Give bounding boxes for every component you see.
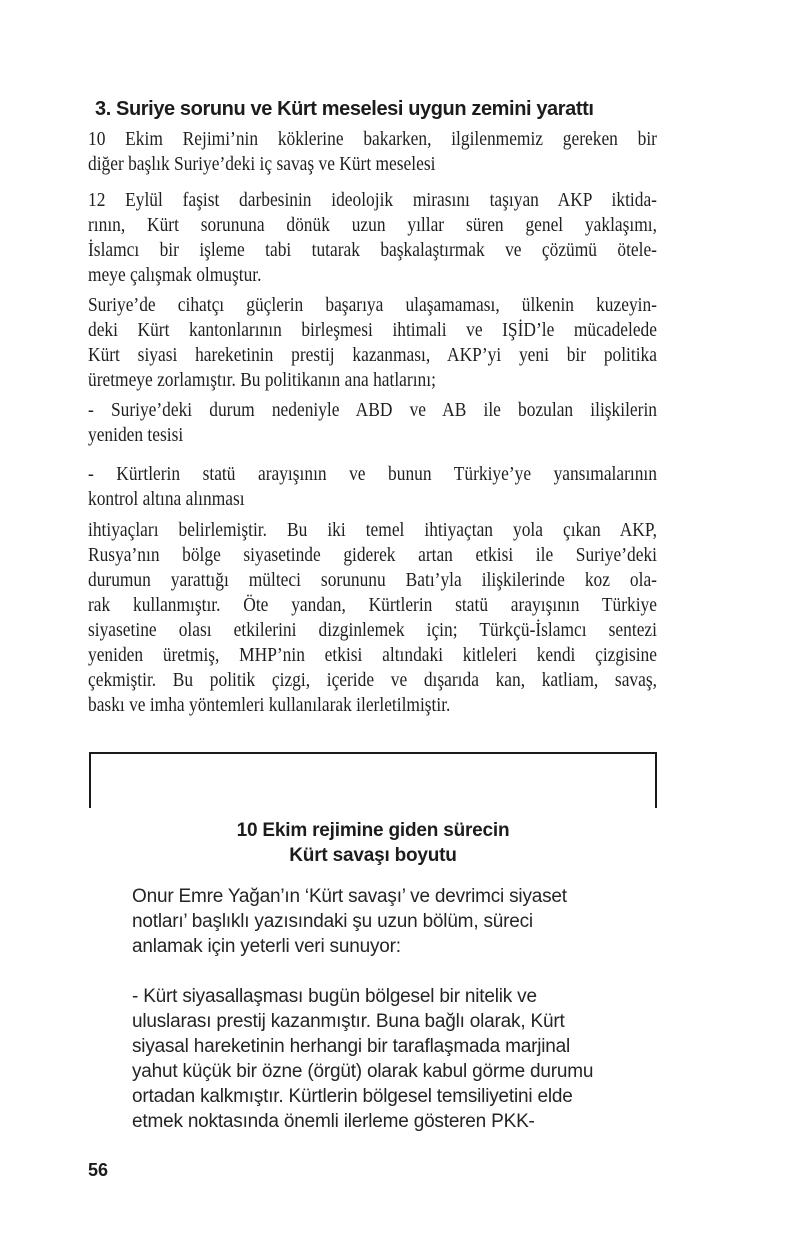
- quote-box-heading: [89, 818, 657, 868]
- quote-box-paragraph: [132, 984, 657, 1134]
- text-line: yahut küçük bir özne (örgüt) olarak kabul görme durumu: [132, 1061, 594, 1082]
- section-heading: 3. Suriye sorunu ve Kürt meselesi uygun zemini yarattı: [95, 98, 594, 120]
- text-line: diğer başlık Suriye’deki iç savaş ve Kürt meselesi: [88, 153, 436, 175]
- text-line: rının, Kürt sorununa dönük uzun yıllar süren genel yaklaşımı,: [88, 214, 657, 236]
- text-line: anlamak için yeterli veri sunuyor:: [132, 936, 401, 957]
- quote-box-paragraph: [132, 884, 657, 959]
- text-line: üretmeye zorlamıştır. Bu politikanın ana hatlarını;: [88, 369, 436, 391]
- text-line: uluslarası prestij kazanmıştır. Buna bağlı olarak, Kürt: [132, 1011, 565, 1032]
- text-line: Rusya’nın bölge siyasetinde giderek artan etkisi ile Suriye’deki: [88, 544, 657, 566]
- text-line: ihtiyaçları belirlemiştir. Bu iki temel ihtiyaçtan yola çıkan AKP,: [88, 519, 657, 541]
- text-line: 10 Ekim rejimine giden sürecin: [236, 820, 510, 841]
- text-line: yeniden tesisi: [88, 424, 184, 446]
- text-line: Kürt savaşı boyutu: [289, 845, 457, 866]
- text-line: etmek noktasında önemli ilerleme gösteren PKK-: [132, 1111, 535, 1132]
- text-line: Onur Emre Yağan’ın ‘Kürt savaşı’ ve devrimci siyaset: [132, 886, 567, 907]
- text-line: siyasetine olası etkilerini dizginlemek için; Türkçü-İslamcı sentezi: [88, 619, 657, 641]
- text-line: İslamcı bir işleme tabi tutarak başkalaştırmak ve çözümü ötele-: [88, 239, 657, 261]
- quote-box-frame: [89, 752, 657, 808]
- text-line: çekmiştir. Bu politik çizgi, içeride ve dışarıda kan, katliam, savaş,: [88, 669, 657, 691]
- text-line: Suriye’de cihatçı güçlerin başarıya ulaşamaması, ülkenin kuzeyin-: [88, 294, 657, 316]
- bullet-paragraph: [88, 462, 657, 512]
- paragraph: [88, 127, 657, 177]
- text-line: - Kürt siyasallaşması bugün bölgesel bir nitelik ve: [132, 986, 537, 1007]
- text-line: Kürt siyasi hareketinin prestij kazanması, AKP’yi yeni bir politika: [88, 344, 657, 366]
- text-line: deki Kürt kantonlarının birleşmesi ihtimali ve IŞİD’le mücadelede: [88, 319, 657, 341]
- text-line: notları’ başlıklı yazısındaki şu uzun bölüm, süreci: [132, 911, 533, 932]
- bullet-paragraph: [88, 398, 657, 448]
- text-line: meye çalışmak olmuştur.: [88, 264, 262, 286]
- text-line: 12 Eylül faşist darbesinin ideolojik mirasını taşıyan AKP iktida-: [88, 189, 657, 211]
- text-line: baskı ve imha yöntemleri kullanılarak ilerletilmiştir.: [88, 694, 451, 716]
- page-number: 56: [88, 1160, 109, 1180]
- text-line: kontrol altına alınması: [88, 488, 245, 510]
- text-line: yeniden üretmiş, MHP’nin etkisi altındaki kitleleri kendi çizgisine: [88, 644, 657, 666]
- paragraph: [88, 293, 657, 393]
- text-line: rak kullanmıştır. Öte yandan, Kürtlerin statü arayışının Türkiye: [88, 594, 657, 616]
- paragraph: [88, 188, 657, 288]
- text-line: - Kürtlerin statü arayışının ve bunun Türkiye’ye yansımalarının: [88, 463, 657, 485]
- text-line: siyasal hareketinin herhangi bir taraflaşmada marjinal: [132, 1036, 571, 1057]
- paragraph: [88, 518, 657, 718]
- text-line: - Suriye’deki durum nedeniyle ABD ve AB ile bozulan ilişkilerin: [88, 399, 657, 421]
- text-line: durumun yarattığı mülteci sorununu Batı’yla ilişkilerinde koz ola-: [88, 569, 657, 591]
- text-line: 10 Ekim Rejimi’nin köklerine bakarken, ilgilenmemiz gereken bir: [88, 128, 657, 150]
- text-line: ortadan kalkmıştır. Kürtlerin bölgesel temsiliyetini elde: [132, 1086, 573, 1107]
